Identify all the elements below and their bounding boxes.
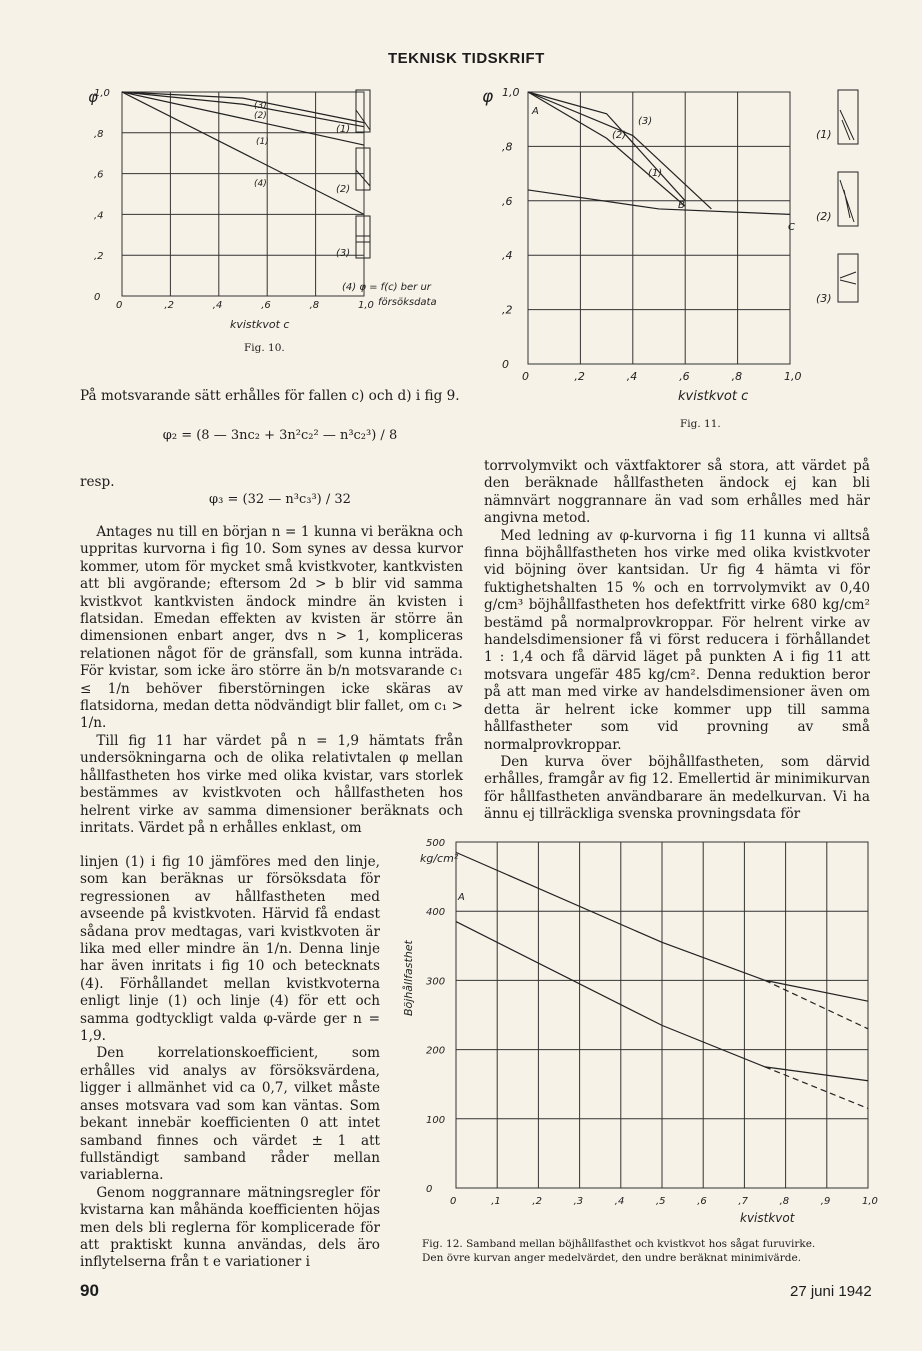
fig12-xtick: ,9 bbox=[820, 1196, 831, 1207]
fig10-xtick: ,8 bbox=[309, 300, 320, 311]
left-paragraph-2: Antages nu till en början n = 1 kunna vi beräkna och uppritas kurvorna i fig 10. Som synes av dessa kurvor kommer, utom för mycket små kvistkvoter, kantkvisten att bli avgörande; eftersom 2d > b blir vid samma kvistkvot kantkvisten ändock mindre än kvisten i flatsidan. Emedan effekten av kvisten är större än dimensionen enbart anger, dvs n > 1, kompliceras relationen något för de gränsfall, som kunna inträda. För kvistar, som icke äro större än b/n motsvarande c₁ ≤ 1/n behöver fiberstörningen icke skäras av flatsidorna, medan detta nödvändigt blir fallet, om c₁ > 1/n. bbox=[80, 524, 463, 732]
fig11-point-a: A bbox=[532, 106, 539, 117]
fig10-ylabel: φ bbox=[88, 88, 98, 106]
fig10-ytick: ,6 bbox=[94, 169, 104, 181]
fig10-frame bbox=[122, 92, 364, 296]
fig11-xtick: 1,0 bbox=[784, 370, 802, 383]
fig11-point-b: B bbox=[678, 200, 685, 211]
fig12-xtick: 1,0 bbox=[862, 1196, 878, 1207]
fig12-xtick: ,4 bbox=[614, 1196, 625, 1207]
left-paragraph-4: linjen (1) i fig 10 jämföres med den linje, som kan beräknas ur försöksdata för regressionen av hållfastheten med avseende på kvistkvoten. Härvid få endast sådana prov medtagas, vari kvistkvoten är lika med eller mindre än 1/n. Denna linje har även inritats i fig 10 och betecknats (4). Förhållandet mellan kvistkvoterna enligt linje (1) och linje (4) för ett och samma godtyckligt valda φ-värde ger n = 1,9. bbox=[80, 854, 380, 1045]
fig10-series-1 bbox=[122, 92, 364, 145]
fig11-series-2 bbox=[528, 92, 711, 209]
resp-label: resp. bbox=[80, 474, 115, 490]
fig12-caption-1: Fig. 12. Samband mellan böjhållfasthet och kvistkvot hos sågat furuvirke. bbox=[422, 1238, 816, 1250]
fig12-ytick: 0 bbox=[426, 1184, 433, 1195]
fig11-xtick: 0 bbox=[522, 370, 529, 383]
fig10-xtick: ,6 bbox=[261, 300, 271, 311]
fig11-frame bbox=[528, 92, 790, 364]
fig10-series-4 bbox=[122, 92, 364, 214]
fig11-ytick: ,8 bbox=[502, 140, 513, 154]
left-column-body bbox=[80, 524, 463, 837]
fig11-xlabel: kvistkvot c bbox=[678, 389, 749, 400]
fig12-ytick: 100 bbox=[426, 1114, 446, 1126]
fig12-ytick: 300 bbox=[426, 976, 446, 988]
fig10-ytick: ,4 bbox=[94, 210, 104, 222]
fig10-ytick: 1,0 bbox=[94, 88, 110, 99]
right-column bbox=[484, 458, 870, 824]
left-paragraph-6: Genom noggrannare mätningsregler för kvistarna kan måhända koefficienten höjas men dels bli reglerna för komplicerade för att praktiskt kunna användas, dels äro inflytelserna från t e variationer i bbox=[80, 1184, 380, 1271]
fig11-ytick: ,6 bbox=[502, 194, 513, 208]
fig12-point-a: A bbox=[458, 892, 465, 903]
fig11-ytick: ,4 bbox=[502, 249, 513, 263]
fig11-series-C bbox=[528, 190, 790, 214]
page-number: 90 bbox=[80, 1281, 99, 1300]
fig12-series-dashed bbox=[765, 980, 868, 1028]
right-paragraph-2: Med ledning av φ-kurvorna i fig 11 kunna vi alltså finna böjhållfastheten hos virke med olika kvistkvoter vid böjning över kantsidan. Ur fig 4 hämta vi för fuktighetshalten 15 % och en torrvolymvikt av 0,40 g/cm³ böjhållfastheten hos defektfritt virke 680 kg/cm² bestämd på normalprovkroppar. För helrent virke av handelsdimensioner få vi först reducera i förhållandet 1 : 1,4 och få därvid läget på punkten A i fig 11 att motsvara ungefär 485 kg/cm². Denna reduktion beror på att man med virke av handelsdimensioner även om detta är helrent icke kommer upp till samma hållfastheter som vid provning av små normalprovkroppar. bbox=[484, 527, 870, 753]
fig11-ylabel: φ bbox=[482, 87, 494, 107]
fig12-xtick: ,1 bbox=[491, 1196, 501, 1207]
fig10-xtick: ,2 bbox=[164, 300, 174, 311]
fig12-xtick: ,3 bbox=[573, 1196, 584, 1207]
fig10-xtick: 1,0 bbox=[358, 300, 374, 311]
fig10-ytick: 0 bbox=[94, 292, 101, 303]
fig12-ytick: 200 bbox=[426, 1045, 446, 1057]
fig10-section-2-line bbox=[356, 170, 370, 186]
fig10-side-1: (1) bbox=[336, 124, 351, 135]
left-column-narrow bbox=[80, 854, 380, 1272]
formula-phi3: φ₃ = (32 — n³c₃³) / 32 bbox=[209, 492, 351, 507]
fig10-xtick: 0 bbox=[116, 300, 123, 311]
fig10-curve-1: (1) bbox=[256, 137, 269, 147]
fig11-ytick: 0 bbox=[502, 358, 509, 371]
formula-phi2: φ₂ = (8 — 3nc₂ + 3n²c₂² — n³c₂³) / 8 bbox=[162, 428, 398, 443]
right-paragraph-3: Den kurva över böjhållfastheten, som därvid erhålles, framgår av fig 12. Emellertid är minimikurvan för hållfastheten användbarare än medelkurvan. Vi ha ännu ej tillräckliga svenska provningsdata för bbox=[484, 753, 870, 823]
fig12-xtick: ,6 bbox=[697, 1196, 707, 1207]
fig11-curve-2: (2) bbox=[612, 130, 627, 141]
fig10-note-1: (4) φ = f(c) ber ur bbox=[342, 282, 431, 293]
fig12-ytick: 500 bbox=[426, 838, 446, 849]
fig11-curve-1: (1) bbox=[648, 168, 663, 179]
right-paragraph-1: torrvolymvikt och växtfaktorer så stora, att värdet på den beräknade hållfastheten ändock ej kan bli nämnvärt noggrannare än vad som erhålles med här angivna metod. bbox=[484, 458, 870, 527]
fig10-section-3 bbox=[356, 216, 370, 258]
fig12-caption-2: Den övre kurvan anger medelvärdet, den undre beräknat minimivärde. bbox=[422, 1252, 802, 1264]
fig11-xtick: ,6 bbox=[679, 370, 690, 383]
fig10-section-3-line bbox=[356, 236, 370, 242]
fig11-xtick: ,2 bbox=[574, 370, 585, 383]
fig10-ytick: ,2 bbox=[94, 251, 104, 263]
fig10-caption: Fig. 10. bbox=[244, 342, 285, 354]
fig11-ytick: 1,0 bbox=[502, 86, 520, 99]
fig11-caption: Fig. 11. bbox=[680, 418, 721, 430]
fig11-side-1: (1) bbox=[816, 128, 832, 141]
fig10-curve-2: (2) bbox=[254, 111, 267, 121]
fig12-ytick: 400 bbox=[426, 907, 446, 919]
fig12-xtick: 0 bbox=[450, 1196, 457, 1207]
fig12-xlabel: kvistkvot bbox=[740, 1211, 795, 1225]
fig12-ylabel: Böjhållfasthet bbox=[402, 940, 415, 1016]
fig10-side-2: (2) bbox=[336, 184, 351, 195]
fig12-xtick: ,5 bbox=[656, 1196, 666, 1207]
fig11-point-c: C bbox=[788, 222, 795, 233]
left-paragraph-1: På motsvarande sätt erhålles för fallen c) och d) i fig 9. bbox=[80, 388, 460, 404]
fig11-series-1 bbox=[528, 92, 685, 206]
fig10-chart bbox=[80, 80, 480, 340]
fig10-curve-3: (3) bbox=[254, 101, 267, 111]
fig12-xtick: ,2 bbox=[532, 1196, 542, 1207]
left-column bbox=[80, 388, 463, 405]
fig11-xtick: ,4 bbox=[626, 370, 638, 383]
fig11-section-1-lines bbox=[840, 110, 854, 140]
fig10-side-3: (3) bbox=[336, 248, 351, 259]
fig11-chart bbox=[478, 80, 874, 400]
fig10-xlabel: kvistkvot c bbox=[230, 318, 290, 331]
fig11-side-2: (2) bbox=[816, 210, 832, 223]
fig11-xtick: ,8 bbox=[731, 370, 743, 383]
fig10-note-2: försöksdata bbox=[378, 297, 437, 308]
fig12-series-dashed bbox=[765, 1067, 868, 1109]
journal-title: TEKNISK TIDSKRIFT bbox=[388, 50, 545, 67]
fig12-xtick: ,7 bbox=[738, 1196, 748, 1207]
fig11-section-2-lines bbox=[840, 180, 854, 222]
left-paragraph-3: Till fig 11 har värdet på n = 1,9 hämtats från undersökningarna och de olika relativtalen φ mellan hållfastheten hos virke med olika kvistar, vars storlek bestämmes av kvistkvoten och hållfastheten hos helrent virke av samma dimensioner beräknats och inritats. Värdet på n erhålles enklast, om bbox=[80, 732, 463, 836]
fig11-section-2 bbox=[838, 172, 858, 226]
issue-date: 27 juni 1942 bbox=[790, 1283, 872, 1300]
fig11-section-3-lines bbox=[840, 272, 856, 284]
fig11-side-3: (3) bbox=[816, 292, 832, 305]
fig10-xtick: ,4 bbox=[212, 300, 223, 311]
fig12-xtick: ,8 bbox=[779, 1196, 790, 1207]
fig10-series-2 bbox=[122, 92, 364, 127]
left-paragraph-5: Den korrelationskoefficient, som erhålles vid analys av försöksvärdena, ligger i allmänhet vid ca 0,7, vilket måste anses motsvara vad som kan väntas. Som bekant innebär koefficienten 0 att intet samband finnes och värdet ± 1 att fullständigt samband råder mellan variablerna. bbox=[80, 1045, 380, 1184]
fig11-curve-3: (3) bbox=[638, 116, 653, 127]
fig10-curve-4: (4) bbox=[254, 179, 267, 189]
fig11-ytick: ,2 bbox=[502, 303, 513, 317]
fig12-unit: kg/cm² bbox=[420, 852, 459, 865]
fig10-ytick: ,8 bbox=[94, 128, 104, 140]
fig12-chart bbox=[400, 836, 880, 1236]
